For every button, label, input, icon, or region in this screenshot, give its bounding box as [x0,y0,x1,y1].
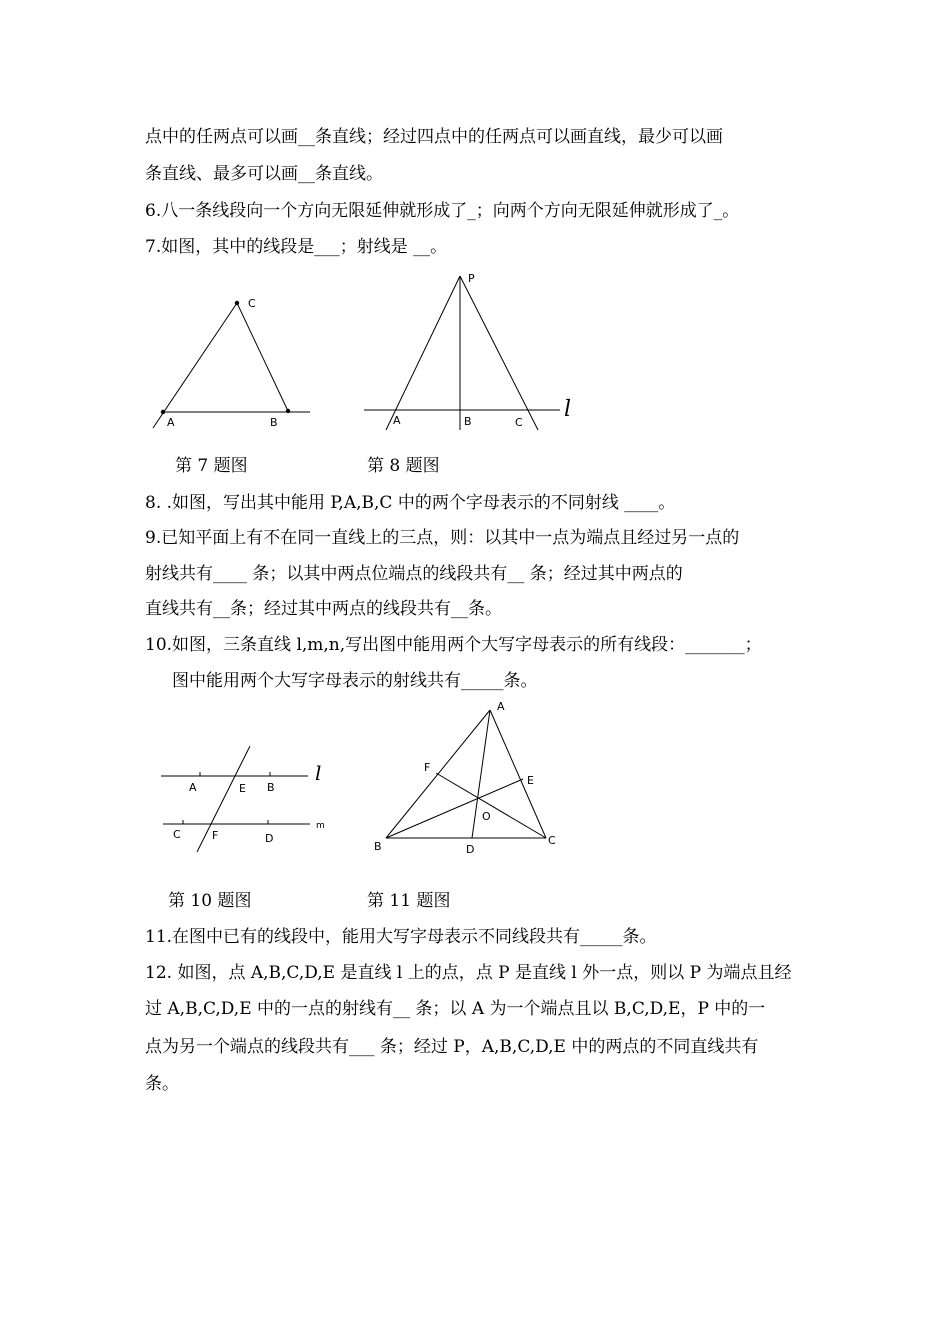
fig7-line-ac [153,303,237,428]
fig7-label-a: A [167,416,175,429]
question-12-line-2: 过 A,B,C,D,E 中的一点的射线有__ 条；以 A 为一个端点且以 B,C,D,E，P 中的一 [145,999,766,1019]
fig8-label-a: A [393,414,401,427]
fig7-label-b: B [270,416,278,429]
fig11-line-ac [490,710,546,838]
question-7: 7.如图，其中的线段是___；射线是 __。 [145,237,448,257]
fig11-label-d: D [466,843,475,856]
fig10-label-d: D [265,832,274,845]
question-10-line-2: 图中能用两个大写字母表示的射线共有_____条。 [172,671,538,691]
figure-8 [360,268,590,438]
fig11-label-f: F [424,761,431,774]
fig10-label-b: B [267,781,275,794]
question-12-line-4: 条。 [145,1074,179,1094]
fig8-line-pc [460,276,538,430]
fig7-label-c: C [248,297,256,310]
question-9-line-3: 直线共有__条；经过其中两点的线段共有__条。 [145,599,502,619]
question-11: 11.在图中已有的线段中，能用大写字母表示不同线段共有_____条。 [145,927,657,947]
text-line-2: 条直线、最多可以画__条直线。 [145,164,383,184]
caption-fig7: 第 7 题图 [175,456,248,476]
fig10-label-c: C [173,828,181,841]
fig10-label-e: E [239,782,246,795]
fig11-label-a: A [497,700,505,713]
caption-fig11: 第 11 题图 [367,891,451,911]
fig11-label-e: E [527,774,534,787]
fig10-label-l: l [315,761,322,785]
figure-10 [155,740,345,860]
question-6: 6.八一条线段向一个方向无限延伸就形成了_；向两个方向无限延伸就形成了_。 [145,201,740,221]
fig7-point-b [286,409,290,413]
fig8-line-pa [386,276,460,430]
fig10-label-m: m [316,821,325,831]
fig11-label-c: C [548,834,556,847]
fig11-line-be [386,779,523,838]
fig8-label-c: C [515,416,523,429]
caption-fig8: 第 8 题图 [367,456,440,476]
question-10: 10.如图，三条直线 l,m,n,写出图中能用两个大写字母表示的所有线段：_______； [145,635,762,655]
fig8-label-p: P [468,272,475,285]
fig7-point-c [235,301,239,305]
fig10-label-f: F [212,829,219,842]
question-12: 12. 如图，点 A,B,C,D,E 是直线 l 上的点，点 P 是直线 l 外一点，则以 P 为端点且经 [145,963,792,983]
question-9-line-2: 射线共有____ 条；以其中两点位端点的线段共有__ 条；经过其中两点的 [145,564,683,584]
fig8-label-b: B [464,415,472,428]
fig11-label-b: B [374,840,382,853]
question-12-line-3: 点为另一个端点的线段共有___ 条；经过 P，A,B,C,D,E 中的两点的不同直线共有 [145,1037,759,1057]
fig10-label-a: A [189,781,197,794]
fig7-line-cb [237,303,288,411]
question-8: 8. .如图，写出其中能用 P,A,B,C 中的两个字母表示的不同射线 ____。 [145,493,676,513]
fig7-point-a [161,410,165,414]
text-line-1: 点中的任两点可以画__条直线；经过四点中的任两点可以画直线，最少可以画 [145,127,723,147]
fig10-line-n [197,746,250,852]
fig11-label-o: O [482,810,491,823]
figure-11 [370,698,565,860]
figure-7 [145,282,320,437]
fig8-label-l: l [564,397,572,422]
caption-fig10: 第 10 题图 [168,891,252,911]
question-9: 9.已知平面上有不在同一直线上的三点，则：以其中一点为端点且经过另一点的 [145,528,740,548]
